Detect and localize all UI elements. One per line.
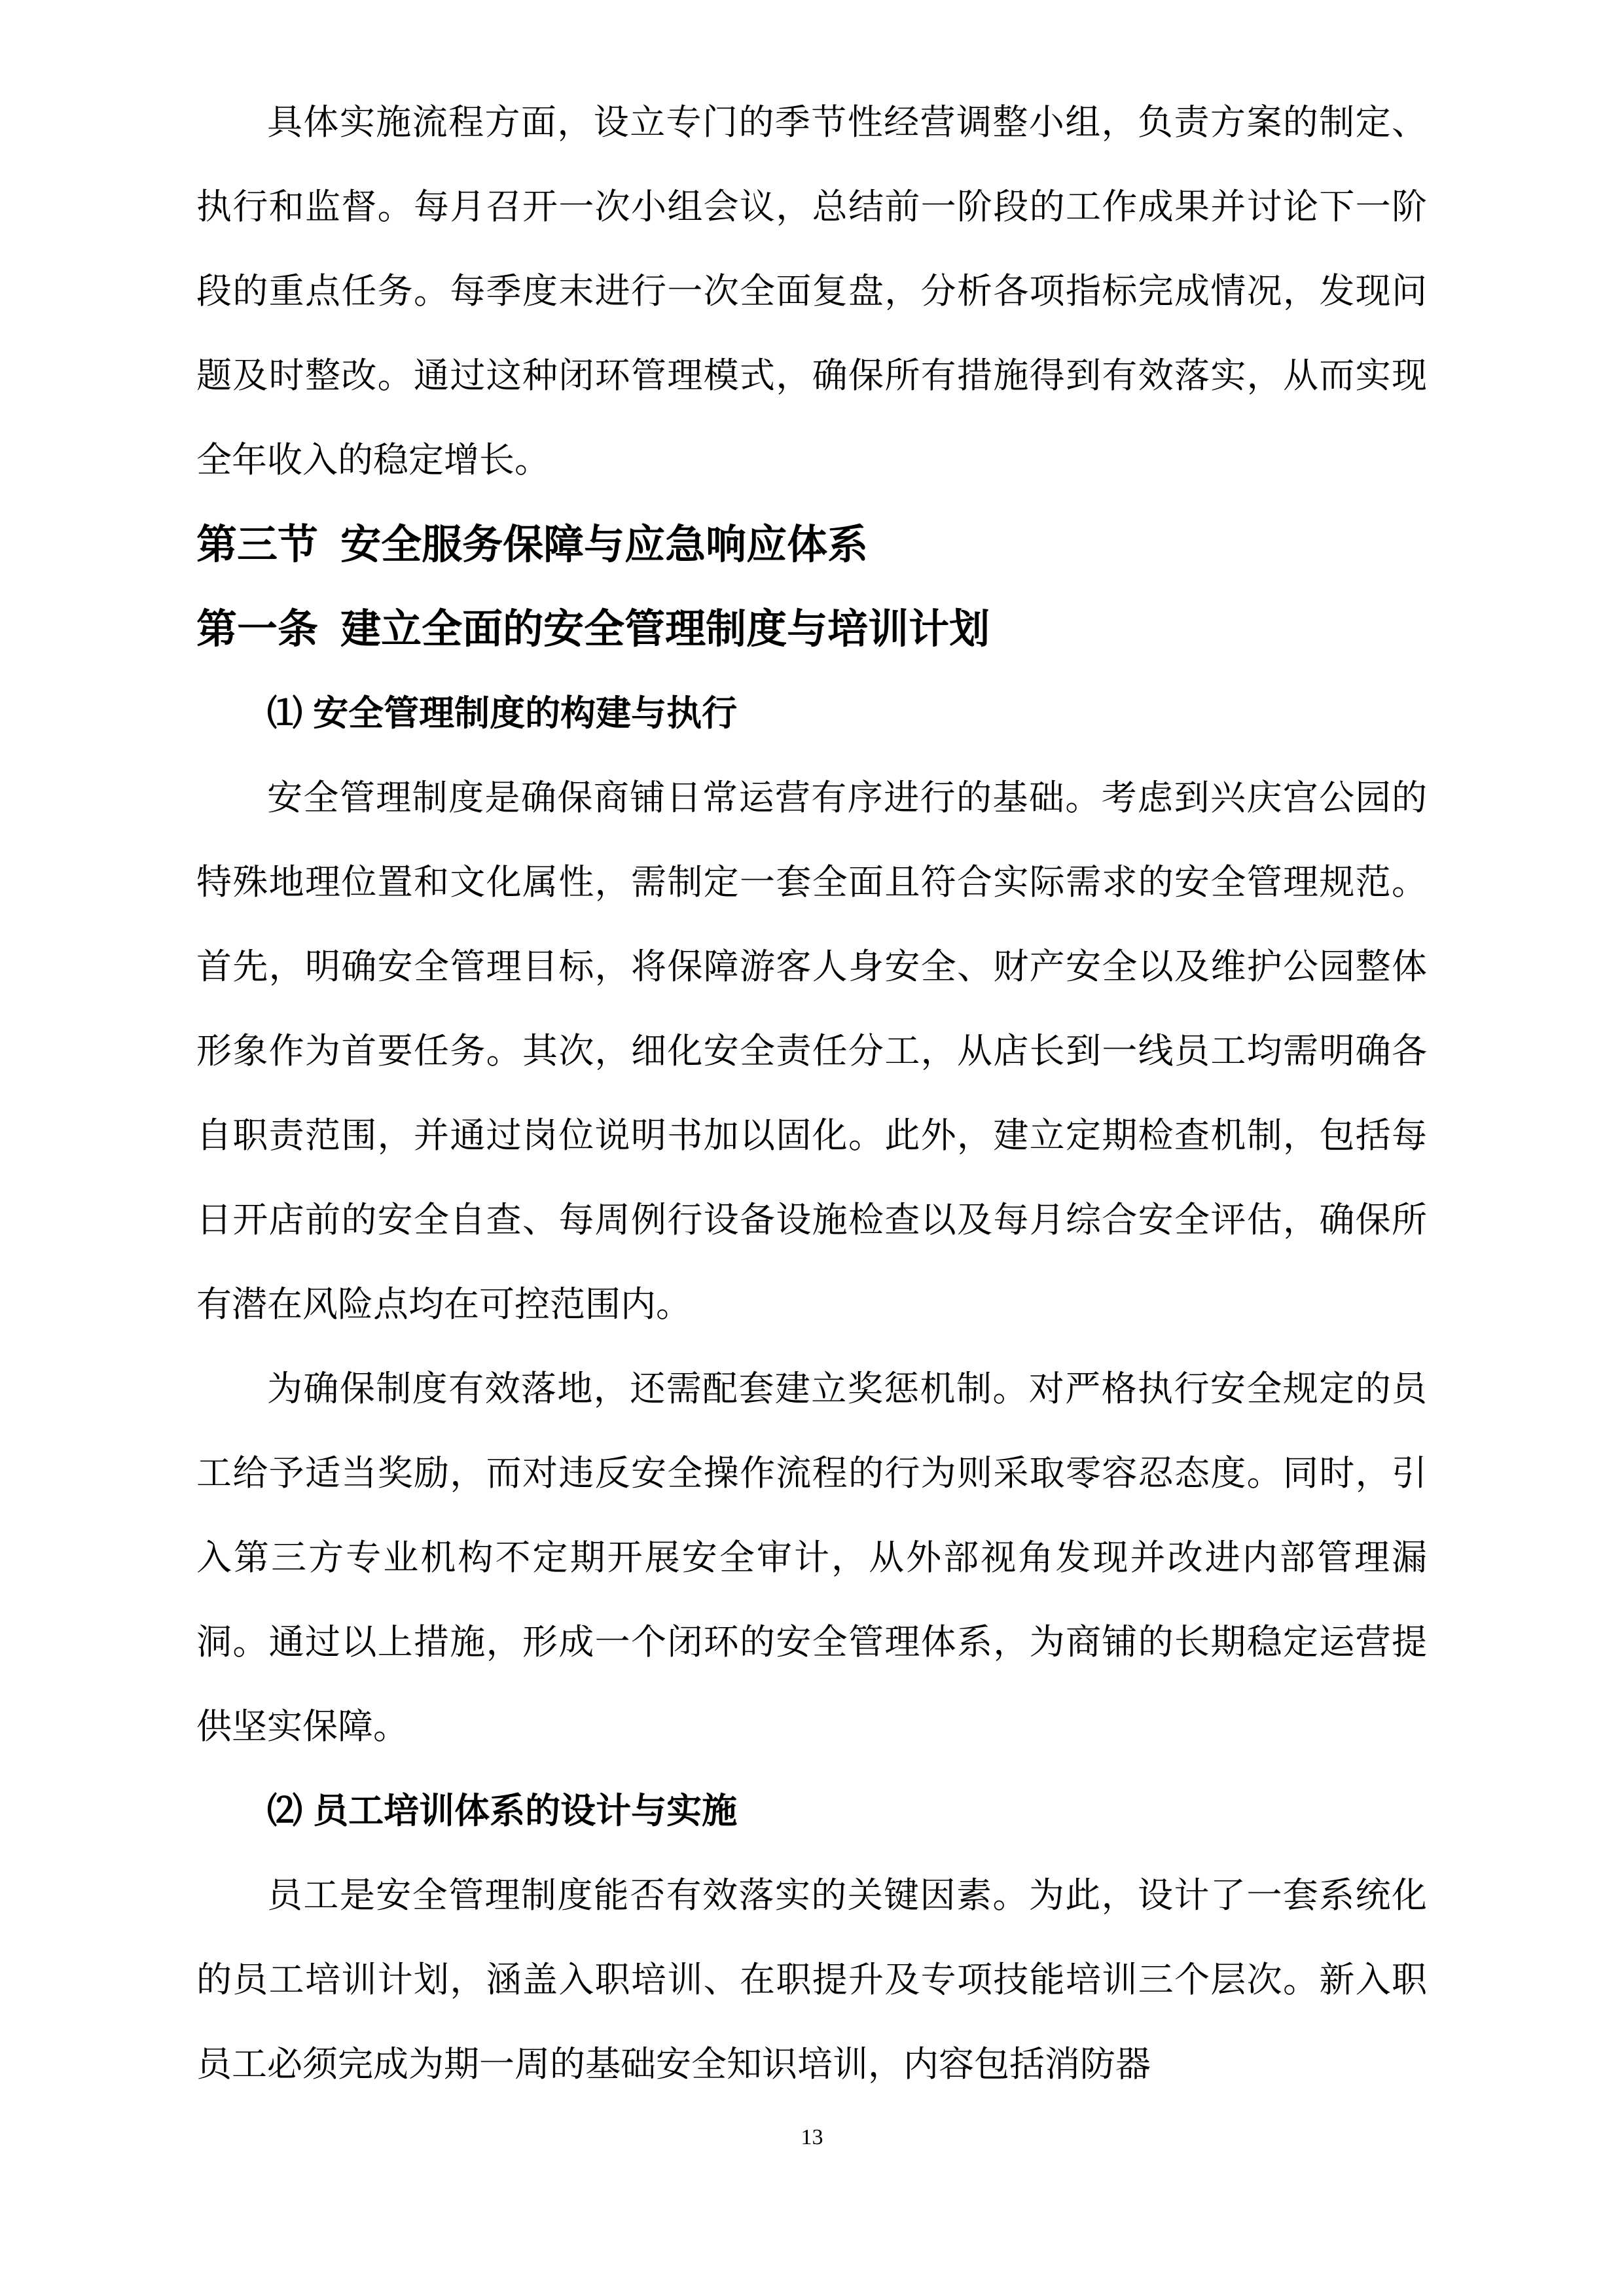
section-heading [196,502,1427,586]
body-paragraph: 为确保制度有效落地，还需配套建立奖惩机制。对严格执行安全规定的员工给予适当奖励，而对违反安全操作流程的行为则采取零容忍态度。同时，引入第三方专业机构不定期开展安全审计，从外部视角发现并改进内部管理漏洞。通过以上措施，形成一个闭环的安全管理体系，为商铺的长期稳定运营提供坚实保障。 [196,1368,1427,1747]
body-paragraph: 安全管理制度是确保商铺日常运营有序进行的基础。考虑到兴庆宫公园的特殊地理位置和文化属性，需制定一套全面且符合实际需求的安全管理规范。首先，明确安全管理目标，将保障游客人身安全、财产安全以及维护公园整体形象作为首要任务。其次，细化安全责任分工，从店长到一线员工均需明确各自职责范围，并通过岗位说明书加以固化。此外，建立定期检查机制，包括每日开店前的安全自查、每周例行设备设施检查以及每月综合安全评估，确保所有潜在风险点均在可控范围内。 [196,777,1427,1325]
page-number: 13 [801,2125,823,2149]
section-number: 第三节 [196,520,319,568]
subsection-title: 员工培训体系的设计与实施 [313,1790,738,1831]
body-paragraph: 员工是安全管理制度能否有效落实的关键因素。为此，设计了一套系统化的员工培训计划，涵盖入职培训、在职提升及专项技能培训三个层次。新入职员工必须完成为期一周的基础安全知识培训，内容包括消防器 [196,1874,1427,2085]
subsection-number: ⑵ [267,1790,302,1831]
page-body [196,80,1427,2106]
subsection-heading [196,1768,1427,1853]
article-number: 第一条 [196,605,319,653]
section-title: 安全服务保障与应急响应体系 [340,520,869,568]
subsection-title: 安全管理制度的构建与执行 [313,692,738,734]
subsection-number: ⑴ [267,692,302,734]
article-title: 建立全面的安全管理制度与培训计划 [340,605,990,653]
subsection-heading [196,671,1427,755]
article-heading [196,586,1427,671]
intro-paragraph: 具体实施流程方面，设立专门的季节性经营调整小组，负责方案的制定、执行和监督。每月召开一次小组会议，总结前一阶段的工作成果并讨论下一阶段的重点任务。每季度末进行一次全面复盘，分析各项指标完成情况，发现问题及时整改。通过这种闭环管理模式，确保所有措施得到有效落实，从而实现全年收入的稳定增长。 [196,101,1427,480]
